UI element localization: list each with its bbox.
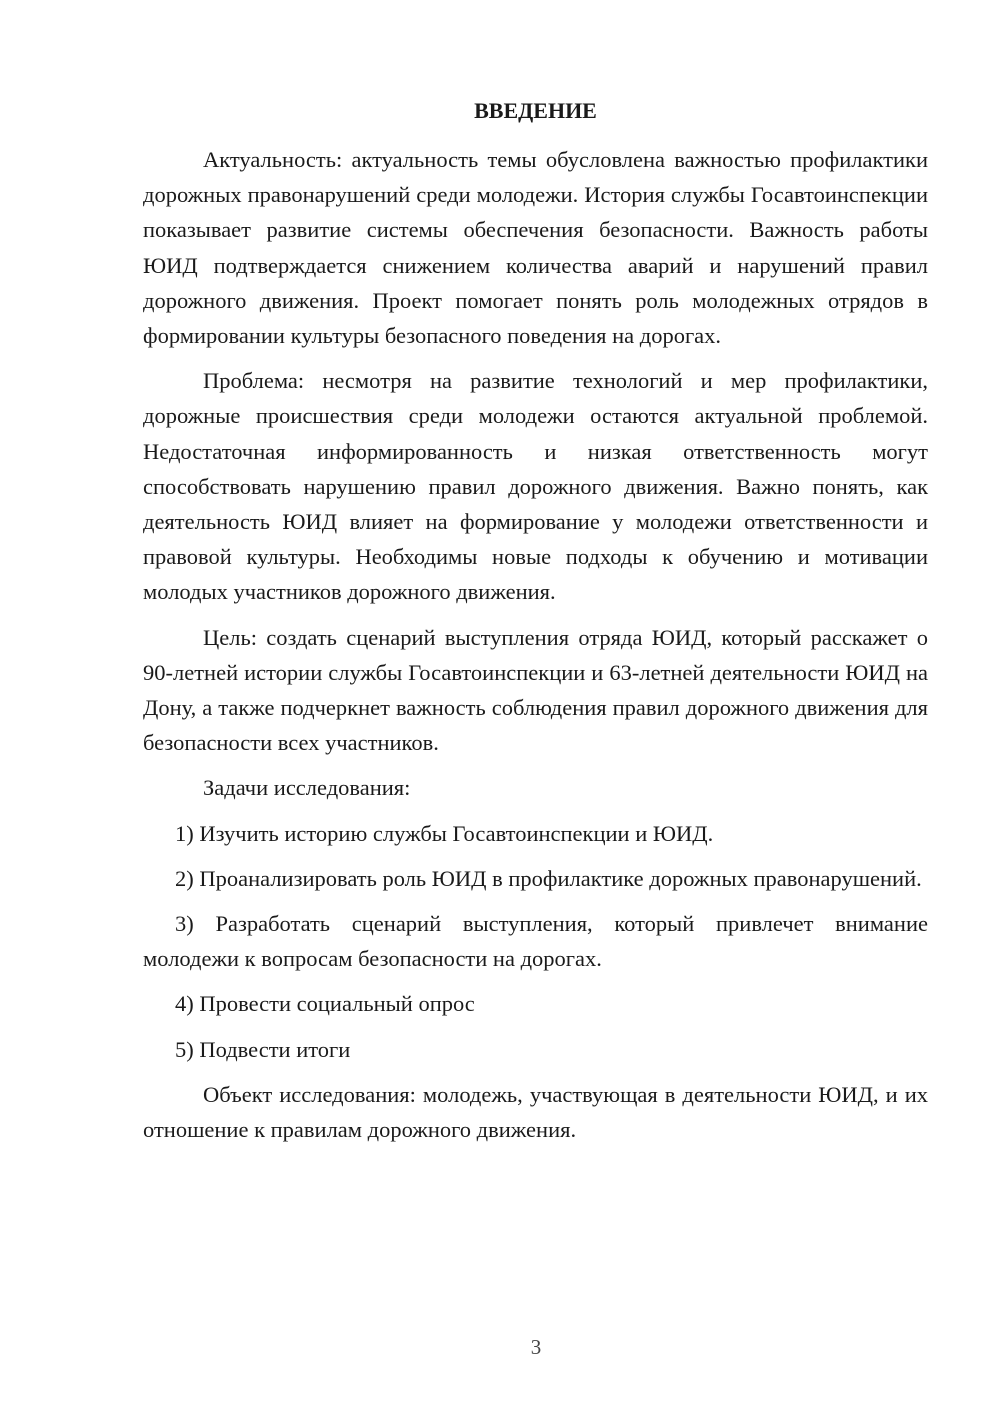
- relevance-paragraph: Актуальность: актуальность темы обусловлена важностью профилактики дорожных правонарушений среди молодежи. История службы Госавтоинспекции показывает развитие системы обеспечения безопасности. Важность работы ЮИД подтверждается снижением количества аварий и нарушений правил дорожного движения. Проект помогает понять роль молодежных отрядов в формировании культуры безопасного поведения на дорогах.: [143, 147, 928, 349]
- tasks-heading: Задачи исследования:: [203, 775, 411, 801]
- problem-paragraph: Проблема: несмотря на развитие технологий и мер профилактики, дорожные происшествия среди молодежи остаются актуальной проблемой. Недостаточная информированность и низкая ответственность могут способствовать нарушению правил дорожного движения. Важно понять, как деятельность ЮИД влияет на формирование у молодежи ответственности и правовой культуры. Необходимы новые подходы к обучению и мотивации молодых участников дорожного движения.: [143, 368, 928, 605]
- task-item-3: 3) Разработать сценарий выступления, который привлечет внимание молодежи к вопросам безопасности на дорогах.: [143, 911, 928, 972]
- goal-paragraph: Цель: создать сценарий выступления отряда ЮИД, который расскажет о 90-летней истории службы Госавтоинспекции и 63-летней деятельности ЮИД на Дону, а также подчеркнет важность соблюдения правил дорожного движения для безопасности всех участников.: [143, 624, 928, 756]
- task-item-1: 1) Изучить историю службы Госавтоинспекции и ЮИД.: [175, 820, 714, 846]
- object-paragraph: Объект исследования: молодежь, участвующая в деятельности ЮИД, и их отношение к правилам дорожного движения.: [143, 1081, 928, 1143]
- task-item-2: 2) Проанализировать роль ЮИД в профилактике дорожных правонарушений.: [175, 865, 922, 891]
- page-number: 3: [530, 1335, 542, 1359]
- section-heading: ВВЕДЕНИЕ: [474, 98, 597, 123]
- task-item-4: 4) Провести социальный опрос: [175, 991, 475, 1017]
- body-text: [143, 142, 928, 1157]
- task-item-5: 5) Подвести итоги: [175, 1036, 351, 1062]
